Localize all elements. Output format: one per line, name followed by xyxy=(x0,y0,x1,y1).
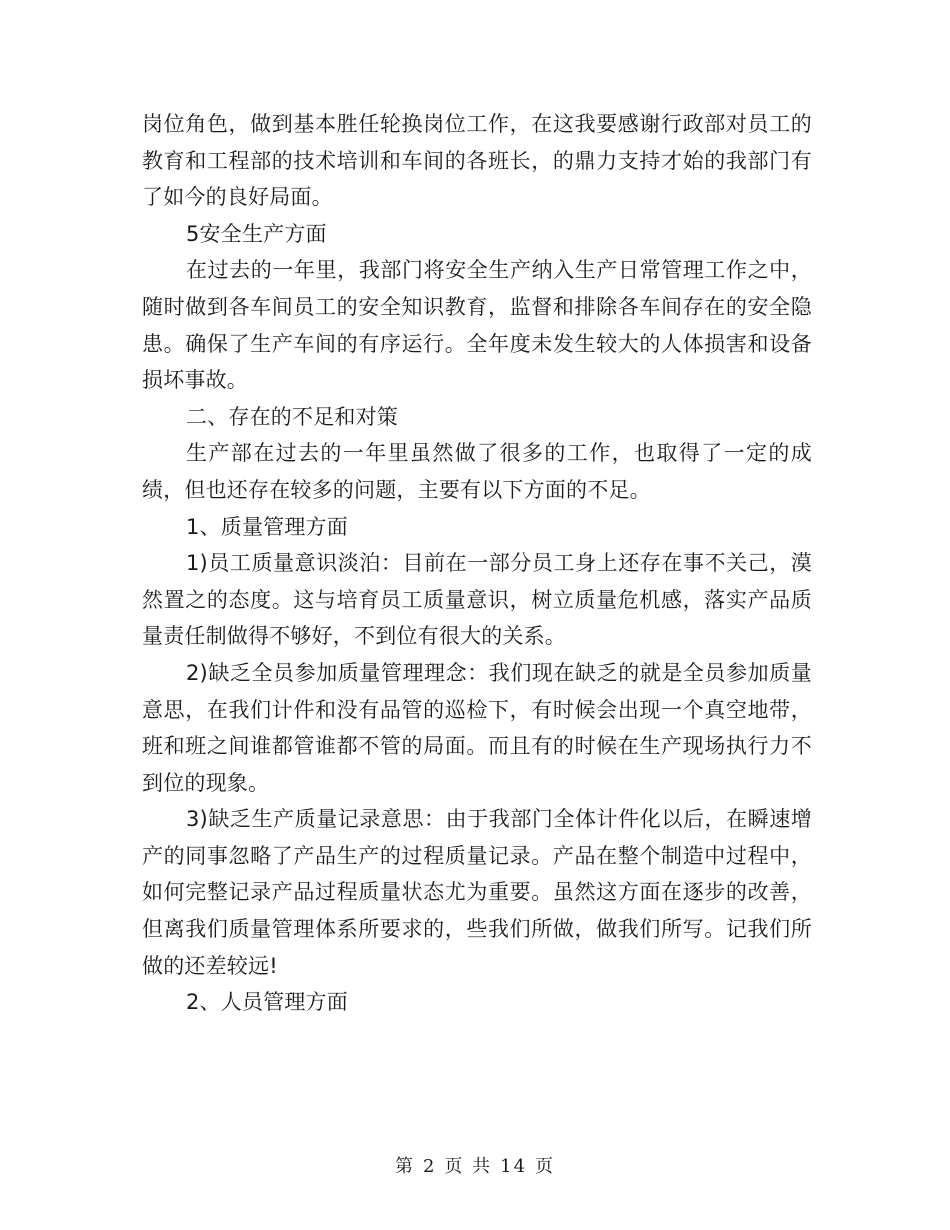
paragraph-quality-3: 3)缺乏生产质量记录意思：由于我部门全体计件化以后，在瞬速增产的同事忽略了产品生产的过程质量记录。产品在整个制造中过程中，如何完整记录产品过程质量状态尤为重要。虽然这方面在逐步的改善，但离我们质量管理体系所要求的，些我们所做，做我们所写。记我们所做的还差较远! xyxy=(142,807,812,978)
paragraph-quality-2: 2)缺乏全员参加质量管理理念：我们现在缺乏的就是全员参加质量意思，在我们计件和没有品管的巡检下，有时候会出现一个真空地带，班和班之间谁都管谁都不管的局面。而且有的时候在生产现场执行力不到位的现象。 xyxy=(142,660,812,795)
document-body xyxy=(142,106,812,1021)
paragraph-quality-1: 1)员工质量意识淡泊：目前在一部分员工身上还存在事不关己，漠然置之的态度。这与培育员工质量意识，树立质量危机感，落实产品质量责任制做得不够好，不到位有很大的关系。 xyxy=(142,551,812,649)
section-heading-safety: 5安全生产方面 xyxy=(186,221,327,246)
footer-middle: 页 共 xyxy=(444,1156,493,1177)
paragraph-shortcomings-intro: 生产部在过去的一年里虽然做了很多的工作，也取得了一定的成绩，但也还存在较多的问题，主要有以下方面的不足。 xyxy=(142,441,812,502)
footer-suffix: 页 xyxy=(535,1156,556,1177)
page-footer xyxy=(0,1152,950,1178)
paragraph-safety: 在过去的一年里，我部门将安全生产纳入生产日常管理工作之中，随时做到各车间员工的安全知识教育，监督和排除各车间存在的安全隐患。确保了生产车间的有序运行。全年度未发生较大的人体损害和设备损坏事故。 xyxy=(142,258,812,393)
paragraph-continuation: 岗位角色，做到基本胜任轮换岗位工作，在这我要感谢行政部对员工的教育和工程部的技术培训和车间的各班长，的鼎力支持才始的我部门有了如今的良好局面。 xyxy=(142,112,812,210)
footer-total-pages: 14 xyxy=(500,1156,528,1177)
subsection-heading-personnel: 2、人员管理方面 xyxy=(186,990,348,1015)
section-heading-shortcomings: 二、存在的不足和对策 xyxy=(186,404,398,429)
footer-prefix: 第 xyxy=(394,1156,415,1177)
footer-page-number: 2 xyxy=(422,1156,437,1177)
subsection-heading-quality: 1、质量管理方面 xyxy=(186,514,348,539)
